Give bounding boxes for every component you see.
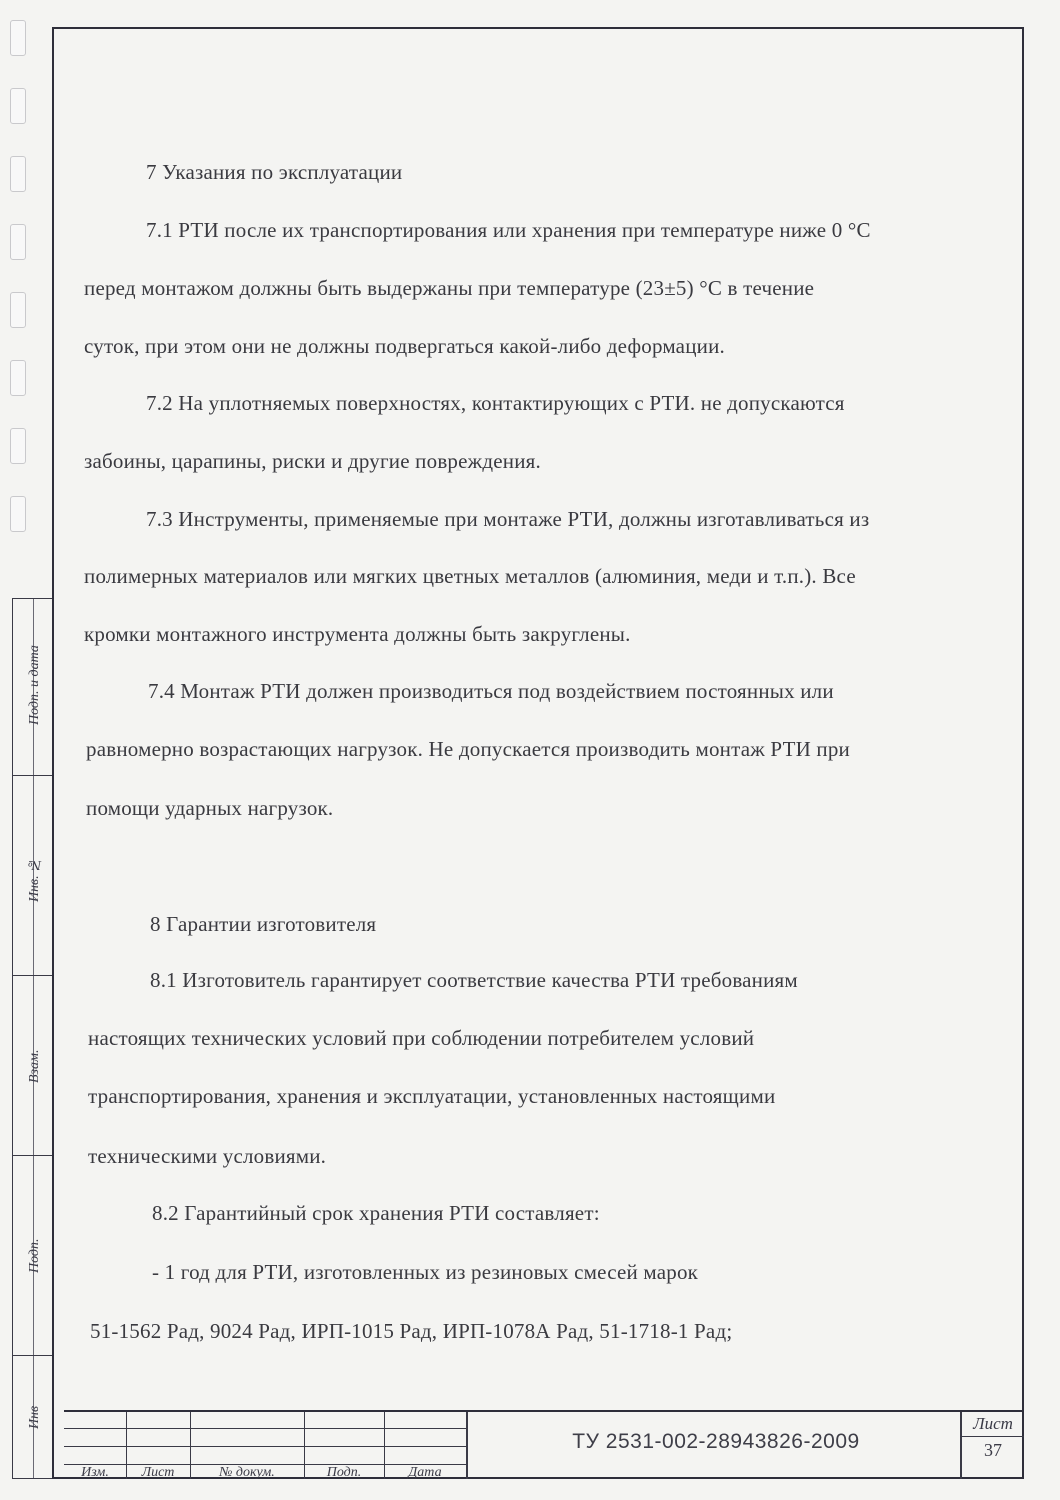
section-heading: 8 Гарантии изготовителя — [150, 912, 377, 936]
paragraph-line: 7.4 Монтаж РТИ должен производиться под воздействием постоянных или — [148, 679, 834, 703]
paragraph-line: перед монтажом должны быть выдержаны при температуре (23±5) °С в течение — [84, 276, 815, 300]
paragraph-line: суток, при этом они не должны подвергаться какой-либо деформации. — [84, 334, 725, 358]
paragraph-line: транспортирования, хранения и эксплуатации, установленных настоящими — [88, 1084, 776, 1108]
header-izm: Изм. — [81, 1465, 109, 1480]
section-heading: 7 Указания по эксплуатации — [146, 160, 403, 184]
title-block-rule — [64, 1428, 466, 1429]
strip-label-podp: Подп. — [27, 1238, 42, 1274]
sheet-label: Лист — [973, 1414, 1013, 1433]
paragraph-line: настоящих технических условий при соблюдении потребителем условий — [88, 1026, 755, 1050]
paragraph-line: 7.3 Инструменты, применяемые при монтаже РТИ, должны изготавливаться из — [146, 507, 870, 531]
title-block — [64, 1410, 1024, 1479]
header-dokum: № докум. — [219, 1465, 275, 1480]
paragraph-line: 7.1 РТИ после их транспортирования или хранения при температуре ниже 0 °С — [146, 218, 871, 242]
paragraph-line: равномерно возрастающих нагрузок. Не допускается производить монтаж РТИ при — [86, 737, 850, 761]
title-block-rule — [64, 1446, 466, 1447]
header-list: Лист — [141, 1465, 175, 1480]
sheet-number: 37 — [984, 1440, 1002, 1460]
paragraph-line: помощи ударных нагрузок. — [86, 796, 334, 820]
paragraph-line: 7.2 На уплотняемых поверхностях, контактирующих с РТИ. не допускаются — [146, 391, 845, 415]
header-podp: Подп. — [326, 1465, 362, 1480]
strip-label-inv-no: Инв. № — [27, 856, 42, 902]
paragraph-line: 8.1 Изготовитель гарантирует соответствие качества РТИ требованиям — [150, 968, 798, 992]
paragraph-line: кромки монтажного инструмента должны быть закруглены. — [84, 622, 631, 646]
strip-label-vzam: Взам. — [27, 1049, 42, 1083]
paragraph-line: - 1 год для РТИ, изготовленных из резиновых смесей марок — [152, 1260, 699, 1284]
strip-label-podp-data: Подп. и дата — [27, 645, 42, 725]
paragraph-line: 8.2 Гарантийный срок хранения РТИ составляет: — [152, 1201, 600, 1225]
paragraph-line: 51-1562 Рад, 9024 Рад, ИРП-1015 Рад, ИРП-1078А Рад, 51-1718-1 Рад; — [90, 1319, 733, 1343]
paragraph-line: техническими условиями. — [88, 1144, 327, 1168]
strip-label-inv: Инв — [27, 1405, 42, 1429]
paragraph-line: забоины, царапины, риски и другие повреждения. — [84, 449, 541, 473]
header-data: Дата — [408, 1465, 442, 1480]
title-block-rule — [962, 1436, 1024, 1437]
document-code: ТУ 2531-002-28943826-2009 — [572, 1430, 860, 1453]
paragraph-line: полимерных материалов или мягких цветных металлов (алюминия, меди и т.п.). Все — [84, 564, 856, 588]
